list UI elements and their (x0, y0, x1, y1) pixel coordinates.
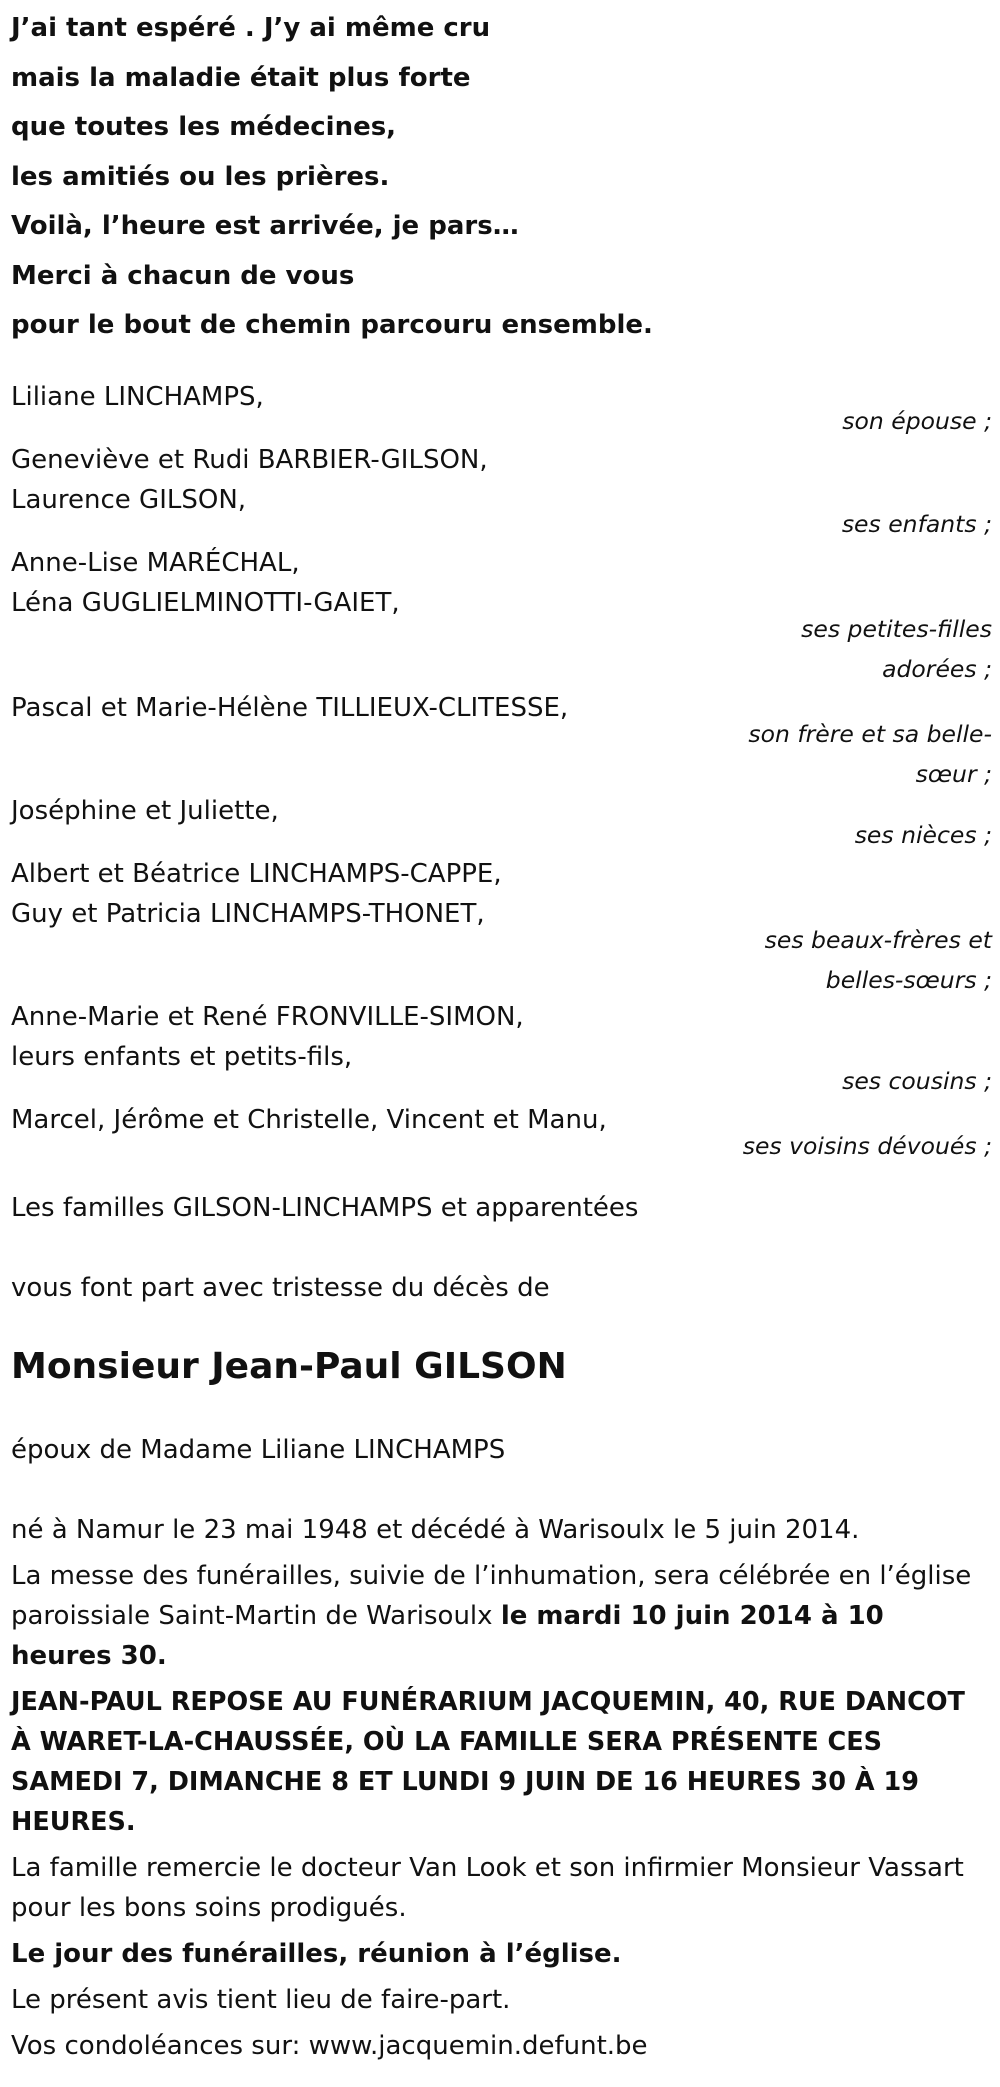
birth-line: né à Namur le 23 mai 1948 et décédé à Warisoulx le 5 juin 2014. (11, 1514, 860, 1545)
family-group-neighbours (11, 1100, 992, 1160)
spouse-line: époux de Madame Liliane LINCHAMPS (11, 1434, 506, 1465)
family-group-cousins (11, 997, 992, 1100)
family-relation: ses enfants ; (841, 509, 992, 538)
family-names: Albert et Béatrice LINCHAMPS-CAPPE, (11, 858, 502, 889)
family-relation: ses petites-filles adorées ; (801, 614, 992, 683)
family-relation: son épouse ; (842, 406, 992, 435)
family-names: Joséphine et Juliette, (11, 795, 279, 826)
poem (11, 0, 992, 351)
thanks-paragraph: La famille remercie le docteur Van Look et son infirmier Monsieur Vassart pour les bons soins prodigués. (11, 1852, 964, 1923)
poem-line: mais la maladie était plus forte (11, 62, 471, 93)
repose-paragraph: JEAN-PAUL REPOSE AU FUNÉRARIUM JACQUEMIN, 40, RUE DANCOT À WARET-LA-CHAUSSÉE, OÙ LA FAMILLE SERA PRÉSENTE CES SAMEDI 7, DIMANCHE 8 ET LUNDI 9 JUIN DE 16 HEURES 30 À 19 HEURES. (11, 1686, 965, 1837)
family-group-brother (11, 688, 992, 791)
poem-line: les amitiés ou les prières. (11, 161, 390, 192)
family-names: Geneviève et Rudi BARBIER-GILSON, (11, 444, 488, 475)
family-names: Guy et Patricia LINCHAMPS-THONET, (11, 898, 485, 929)
family-relation: ses nièces ; (854, 820, 992, 849)
poem-line: Merci à chacun de vous (11, 260, 355, 291)
mass-date: le mardi 10 juin 2014 à 10 heures 30. (11, 1600, 884, 1671)
mass-text: La messe des funérailles, suivie de l’inhumation, sera célébrée en l’église paroissiale Saint-Martin de Warisoulx (11, 1560, 972, 1631)
announce-line: vous font part avec tristesse du décès de (11, 1272, 550, 1303)
family-group-granddaughters (11, 543, 992, 688)
family-names: leurs enfants et petits-fils, (11, 1041, 353, 1072)
family-group-children (11, 440, 992, 543)
family-group-spouse (11, 377, 992, 440)
family-names: Marcel, Jérôme et Christelle, Vincent et Manu, (11, 1104, 607, 1135)
family-group-in-laws (11, 854, 992, 997)
poem-line: pour le bout de chemin parcouru ensemble. (11, 310, 653, 340)
family-names: Léna GUGLIELMINOTTI-GAIET, (11, 587, 400, 618)
family-names: Laurence GILSON, (11, 484, 247, 515)
deceased-name: Monsieur Jean-Paul GILSON (11, 1345, 567, 1387)
family-group-nieces (11, 791, 992, 854)
family-relation: ses cousins ; (842, 1066, 992, 1095)
family-names: Pascal et Marie-Hélène TILLIEUX-CLITESSE, (11, 692, 569, 723)
meeting-line: Le jour des funérailles, réunion à l’église. (11, 1938, 622, 1969)
family-names: Anne-Marie et René FRONVILLE-SIMON, (11, 1001, 524, 1032)
notice-line: Le présent avis tient lieu de faire-part. (11, 1984, 511, 2015)
families-line: Les familles GILSON-LINCHAMPS et apparentées (11, 1192, 639, 1223)
poem-line: que toutes les médecines, (11, 112, 397, 142)
family-names: Anne-Lise MARÉCHAL, (11, 547, 300, 578)
mass-paragraph (11, 1556, 992, 1676)
poem-line: J’ai tant espéré . J’y ai même cru (11, 13, 491, 43)
condolences-line: Vos condoléances sur: www.jacquemin.defunt.be (11, 2030, 648, 2061)
family-relation: son frère et sa belle-sœur ; (748, 719, 992, 788)
family-list (11, 377, 992, 1160)
family-relation: ses voisins dévoués ; (742, 1131, 992, 1160)
poem-line: Voilà, l’heure est arrivée, je pars… (11, 211, 519, 241)
family-relation: ses beaux-frères et belles-sœurs ; (764, 925, 992, 994)
family-names: Liliane LINCHAMPS, (11, 381, 264, 412)
